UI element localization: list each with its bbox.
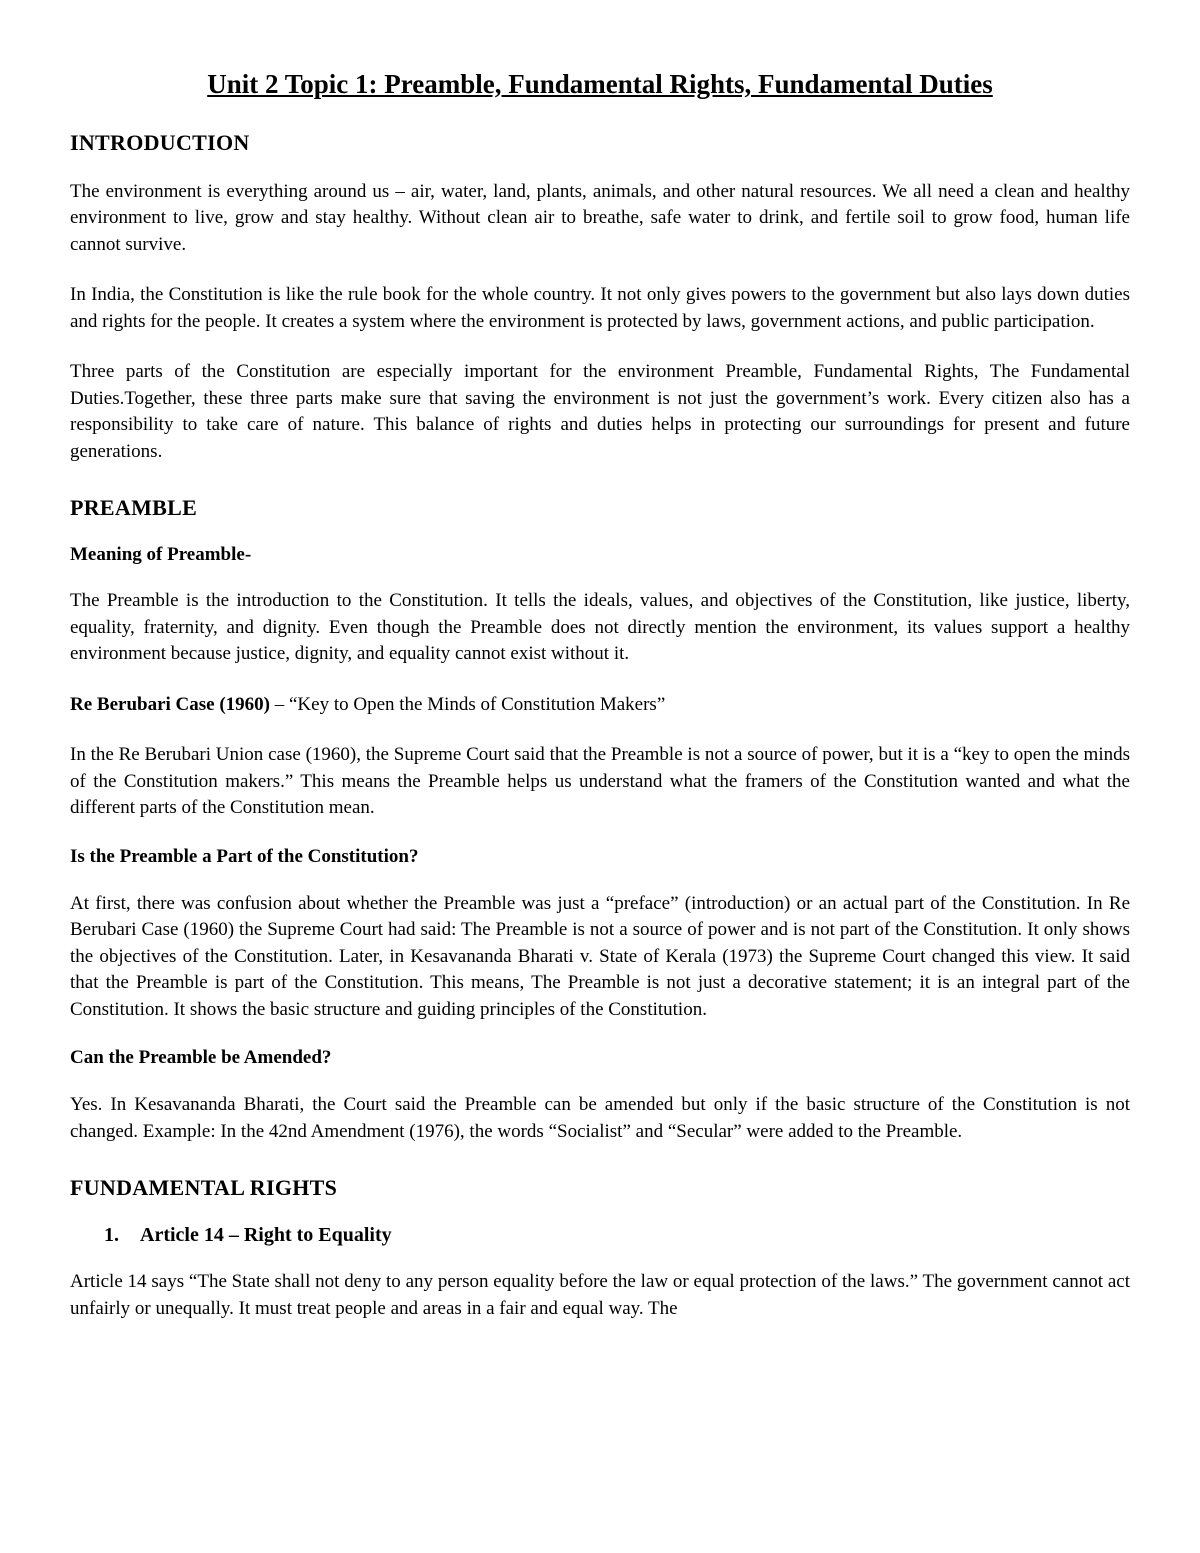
- preamble-part-paragraph: At first, there was confusion about whether the Preamble was just a “preface” (introduction) or an actual part of the Constitution. In Re Berubari Case (1960) the Supreme Court had said: The Preamble is not a source of power and is not part of the Constitution. It only shows the objectives of the Constitution. Later, in Kesavananda Bharati v. State of Kerala (1973) the Supreme Court changed this view. It said that the Preamble is part of the Constitution. This means, The Preamble is not just a decorative statement; it is an integral part of the Constitution. It shows the basic structure and guiding principles of the Constitution.: [70, 892, 1130, 1020]
- preamble-meaning-heading: Meaning of Preamble-: [70, 543, 252, 565]
- list-number: 1.: [104, 1224, 119, 1247]
- page-title: Unit 2 Topic 1: Preamble, Fundamental Rights, Fundamental Duties: [207, 69, 993, 99]
- preamble-heading: PREAMBLE: [70, 495, 198, 521]
- article-14-heading: [104, 1223, 1130, 1247]
- article-14-paragraph: Article 14 says “The State shall not deny to any person equality before the law or equal protection of the laws.” The government cannot act unfairly or unequally. It must treat people and areas in a fair and equal way. The: [70, 1271, 1130, 1319]
- preamble-amend-paragraph: Yes. In Kesavananda Bharati, the Court said the Preamble can be amended but only if the basic structure of the Constitution is not changed. Example: In the 42nd Amendment (1976), the words “Socialist” and “Secular” were added to the Preamble.: [70, 1094, 1130, 1142]
- preamble-meaning-paragraph: The Preamble is the introduction to the Constitution. It tells the ideals, values, and objectives of the Constitution, like justice, liberty, equality, fraternity, and dignity. Even though the Preamble does not directly mention the environment, its values support a healthy environment because justice, dignity, and equality cannot exist without it.: [70, 590, 1130, 665]
- berubari-case-paragraph: In the Re Berubari Union case (1960), the Supreme Court said that the Preamble is not a source of power, but it is a “key to open the minds of the Constitution makers.” This means the Preamble helps us understand what the framers of the Constitution wanted and what the different parts of the Constitution mean.: [70, 744, 1130, 819]
- berubari-case-line: [70, 692, 1130, 719]
- preamble-amend-heading: Can the Preamble be Amended?: [70, 1047, 332, 1069]
- berubari-case-title: Re Berubari Case (1960): [70, 693, 270, 715]
- introduction-heading: INTRODUCTION: [70, 130, 250, 156]
- article-14-title: Article 14 – Right to Equality: [140, 1224, 392, 1247]
- preamble-part-heading: Is the Preamble a Part of the Constitution?: [70, 845, 419, 867]
- introduction-paragraph-2: In India, the Constitution is like the rule book for the whole country. It not only gives powers to the government but also lays down duties and rights for the people. It creates a system where the environment is protected by laws, government actions, and public participation.: [70, 284, 1130, 332]
- document-page: [70, 68, 1130, 1346]
- introduction-paragraph-1: The environment is everything around us – air, water, land, plants, animals, and other natural resources. We all need a clean and healthy environment to live, grow and stay healthy. Without clean air to breathe, safe water to drink, and fertile soil to grow food, human life cannot survive.: [70, 180, 1130, 255]
- fundamental-rights-heading: FUNDAMENTAL RIGHTS: [70, 1175, 338, 1201]
- berubari-case-subtitle: – “Key to Open the Minds of Constitution Makers”: [270, 693, 666, 715]
- introduction-paragraph-3: Three parts of the Constitution are especially important for the environment Preamble, Fundamental Rights, The Fundamental Duties.Together, these three parts make sure that saving the environment is not just the government’s work. Every citizen also has a responsibility to take care of nature. This balance of rights and duties helps in protecting our surroundings for present and future generations.: [70, 361, 1130, 462]
